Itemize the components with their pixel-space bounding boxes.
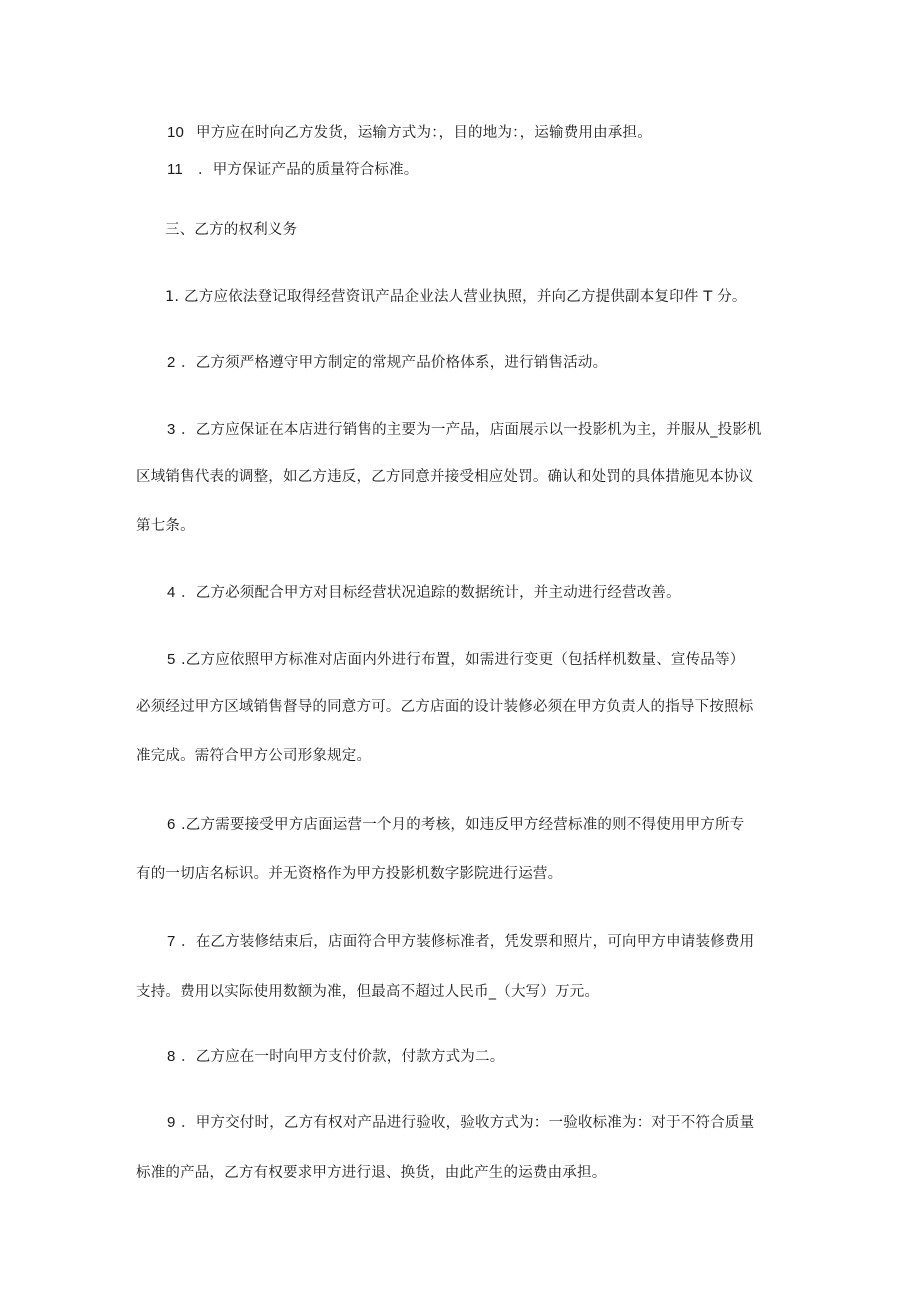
clause-6-text: .乙方需要接受甲方店面运营一个月的考核，如违反甲方经营标准的则不得使用甲方所专: [181, 817, 745, 833]
clause-6-line-2: 有的一切店名标识。并无资格作为甲方投影机数字影院进行运营。: [136, 866, 563, 882]
clause-5-line-2: 必须经过甲方区域销售督导的同意方可。乙方店面的设计装修必须在甲方负责人的指导下按照标: [136, 699, 754, 715]
clause-3-text: ．乙方应保证在本店进行销售的主要为一产品，店面展示以一投影机为主，并服从_投影机: [181, 422, 762, 438]
clause-8-number: 8: [167, 1048, 176, 1065]
clause-2: [167, 353, 607, 373]
clause-9-number: 9: [167, 1114, 176, 1131]
item-10: [167, 123, 652, 143]
item-11-number: 11: [167, 161, 183, 178]
clause-9-text: ．甲方交付时，乙方有权对产品进行验收，验收方式为：一验收标准为：对于不符合质量: [181, 1115, 755, 1131]
clause-4-number: 4: [167, 584, 176, 601]
item-10-text: 甲方应在时向乙方发货，运输方式为：，目的地为：，运输费用由承担。: [196, 125, 652, 141]
clause-1: 1. 乙方应依法登记取得经营资讯产品企业法人营业执照，并向乙方提供副本复印件 T 分。: [165, 289, 747, 305]
clause-5-line-1: [167, 650, 744, 670]
clause-3-line-3: 第七条。: [136, 518, 195, 534]
clause-7-line-2: 支持。费用以实际使用数额为准，但最高不超过人民币_（大写）万元。: [136, 984, 600, 1000]
clause-9-line-1: [167, 1113, 754, 1133]
clause-9-line-2: 标准的产品，乙方有权要求甲方进行退、换货，由此产生的运费由承担。: [136, 1165, 607, 1181]
clause-7-text: ．在乙方装修结束后，店面符合甲方装修标准者，凭发票和照片，可向甲方申请装修费用: [181, 934, 755, 950]
clause-6-number: 6: [167, 816, 176, 833]
clause-7-line-1: [167, 932, 754, 952]
clause-3-line-1: [167, 420, 762, 440]
clause-8-text: ．乙方应在一时向甲方支付价款，付款方式为二。: [181, 1049, 505, 1065]
clause-4: [167, 583, 681, 603]
clause-2-text: ．乙方须严格遵守甲方制定的常规产品价格体系，进行销售活动。: [181, 355, 608, 371]
clause-3-number: 3: [167, 421, 176, 438]
item-11: [167, 160, 419, 180]
clause-4-text: ．乙方必须配合甲方对目标经营状况追踪的数据统计，并主动进行经营改善。: [181, 585, 681, 601]
clause-5-line-3: 准完成。需符合甲方公司形象规定。: [136, 748, 372, 764]
section-heading: 三、乙方的权利义务: [165, 222, 298, 238]
clause-8: [167, 1047, 504, 1067]
clause-2-number: 2: [167, 354, 176, 371]
clause-7-number: 7: [167, 933, 176, 950]
clause-5-number: 5: [167, 651, 176, 668]
item-10-number: 10: [167, 124, 185, 141]
item-11-text: ．甲方保证产品的质量符合标准。: [198, 162, 419, 178]
clause-5-text: .乙方应依照甲方标准对店面内外进行布置，如需进行变更（包括样机数量、宣传品等）: [181, 652, 745, 668]
clause-6-line-1: [167, 815, 744, 835]
clause-3-line-2: 区域销售代表的调整，如乙方违反，乙方同意并接受相应处罚。确认和处罚的具体措施见本协议: [136, 469, 754, 485]
